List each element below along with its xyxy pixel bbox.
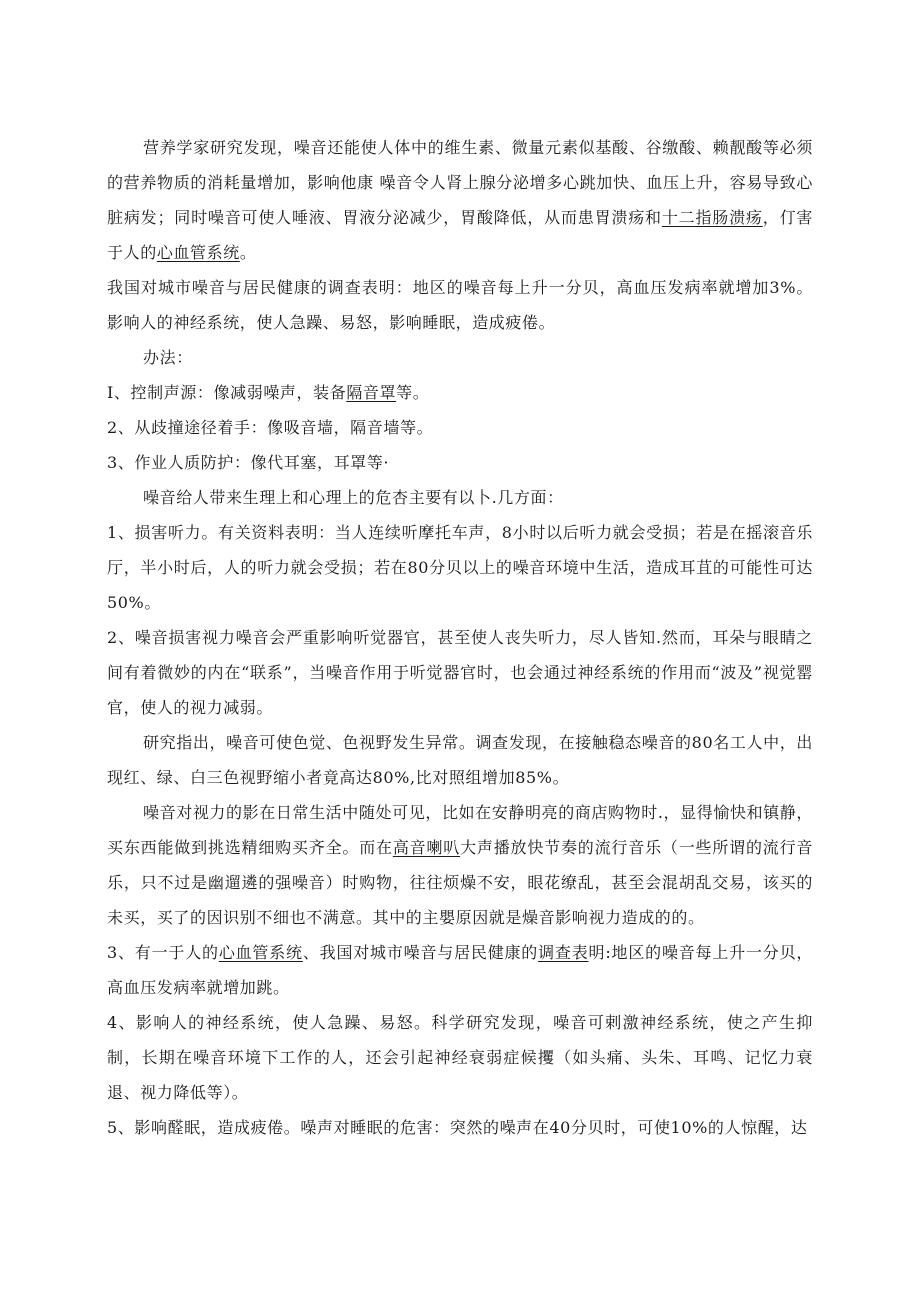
underlined-term: 高音喇叭 — [392, 838, 461, 857]
text-run: 3、有一于人的 — [107, 943, 219, 962]
paragraph — [107, 1110, 813, 1145]
text-run: 噪音给人带来生理上和心理上的危杏主要有以卜.几方面： — [143, 488, 564, 507]
text-run: 3、作业人质防护：像代耳塞，耳罩等· — [107, 453, 390, 472]
paragraph — [107, 375, 813, 410]
text-run: I、控制声源：像减弱噪声，装备 — [107, 383, 347, 402]
text-run: 。 — [239, 243, 257, 262]
text-run: 2、噪音损害视力噪音会严重影响听觉器官，甚至使人丧失听力，尽人皆知.然而，耳朵与眼睛之间有着微妙的内在“联系”，当噪音作用于听觉器官时，也会通过神经系统的作用而“波及”视觉罂官，使人的视力减弱。 — [107, 628, 813, 717]
text-run: 2、从歧撞途径着手：像吸音墙，隔音墙等。 — [107, 418, 434, 437]
text-run: 明:地区的噪音每上升一分贝，高血压发病率就增加跳。 — [107, 943, 813, 997]
text-run: 1、损害听力。有关资料表明：当人连续听摩托车声，8小时以后听力就会受损；若是在摇滚音乐厅，半小时后，人的听力就会受损；若在80分贝以上的噪音环境中生活，造成耳苴的可能性可达50%。 — [107, 523, 813, 612]
text-run: 营养学家研究发现，噪音还能使人体中的维生素、微量元素似基酸、谷缴酸、赖靓酸等必须的营养物质的消耗量增加，影响他康 噪音令人肾上腺分泌增多心跳加快、血压上升，容易导致心脏病发；同时噪音可使人唾液、胃液分泌减少，胃酸降低，从而患胃溃疡和 — [107, 138, 813, 227]
paragraph — [107, 480, 813, 515]
text-run: 我国对城市噪音与居民健康的调查表明：地区的噪音每上升一分贝，高血压发病率就增加3%。影响人的神经系统，使人急躁、易怒，影响睡眠，造成疲倦。 — [107, 278, 813, 332]
text-run: 研究指出，噪音可使色觉、色视野发生异常。调查发现，在接触稳态噪音的80名工人中，出现红、绿、白三色视野缩小者竟高达80%,比对照组增加85%。 — [107, 733, 813, 787]
paragraph — [107, 515, 813, 620]
paragraph — [107, 795, 813, 935]
paragraph — [107, 130, 813, 270]
paragraph — [107, 935, 813, 1005]
underlined-term: 调查表 — [538, 943, 589, 962]
paragraph — [107, 620, 813, 725]
document-body — [107, 130, 813, 1145]
text-run: 办法： — [143, 348, 193, 367]
paragraph — [107, 340, 813, 375]
underlined-term: 心血管系统 — [218, 943, 303, 962]
underlined-term: 心血管系统 — [156, 243, 240, 262]
paragraph — [107, 725, 813, 795]
text-run: 4、影响人的神经系统，使人急躁、易怒。科学研究发现，噪音可剌激神经系统，使之产生抑制，长期在噪音环境下工作的人，还会引起神经衰弱症候攫（如头痛、头朱、耳鸣、记忆力衰退、视力降低等）。 — [107, 1013, 813, 1102]
paragraph — [107, 445, 813, 480]
paragraph — [107, 1005, 813, 1110]
text-run: 、我国对城市噪音与居民健康的 — [302, 943, 539, 962]
paragraph — [107, 270, 813, 340]
text-run: 噪音对视力的影在日常生活中随处可见，比如在安静明亮的商店购物时.，显得愉快和镇静，买东西能做到挑选精细购买齐全。而在 — [107, 803, 813, 857]
text-run: 等。 — [396, 383, 430, 402]
underlined-term: 十二指肠溃疡 — [661, 208, 763, 227]
paragraph — [107, 410, 813, 445]
text-run: 大声播放快节奏的流行音乐（一些所谓的流行音乐，只不过是幽遛遴的强噪音）时购物，往往烦燥不安，眼花缭乱，甚至会混胡乱交易，该买的未买，买了的因识别不细也不满意。其中的主嬰原因就是燥音影响视力造成的的。 — [107, 838, 813, 927]
text-run: ，仃害于人的 — [107, 208, 813, 262]
text-run: 5、影响醛眠，造成疲倦。噪声对睡眠的危害：突然的噪声在40分贝时，可使10%的人惊醒，达 — [107, 1118, 808, 1137]
underlined-term: 隔音罩 — [346, 383, 397, 402]
